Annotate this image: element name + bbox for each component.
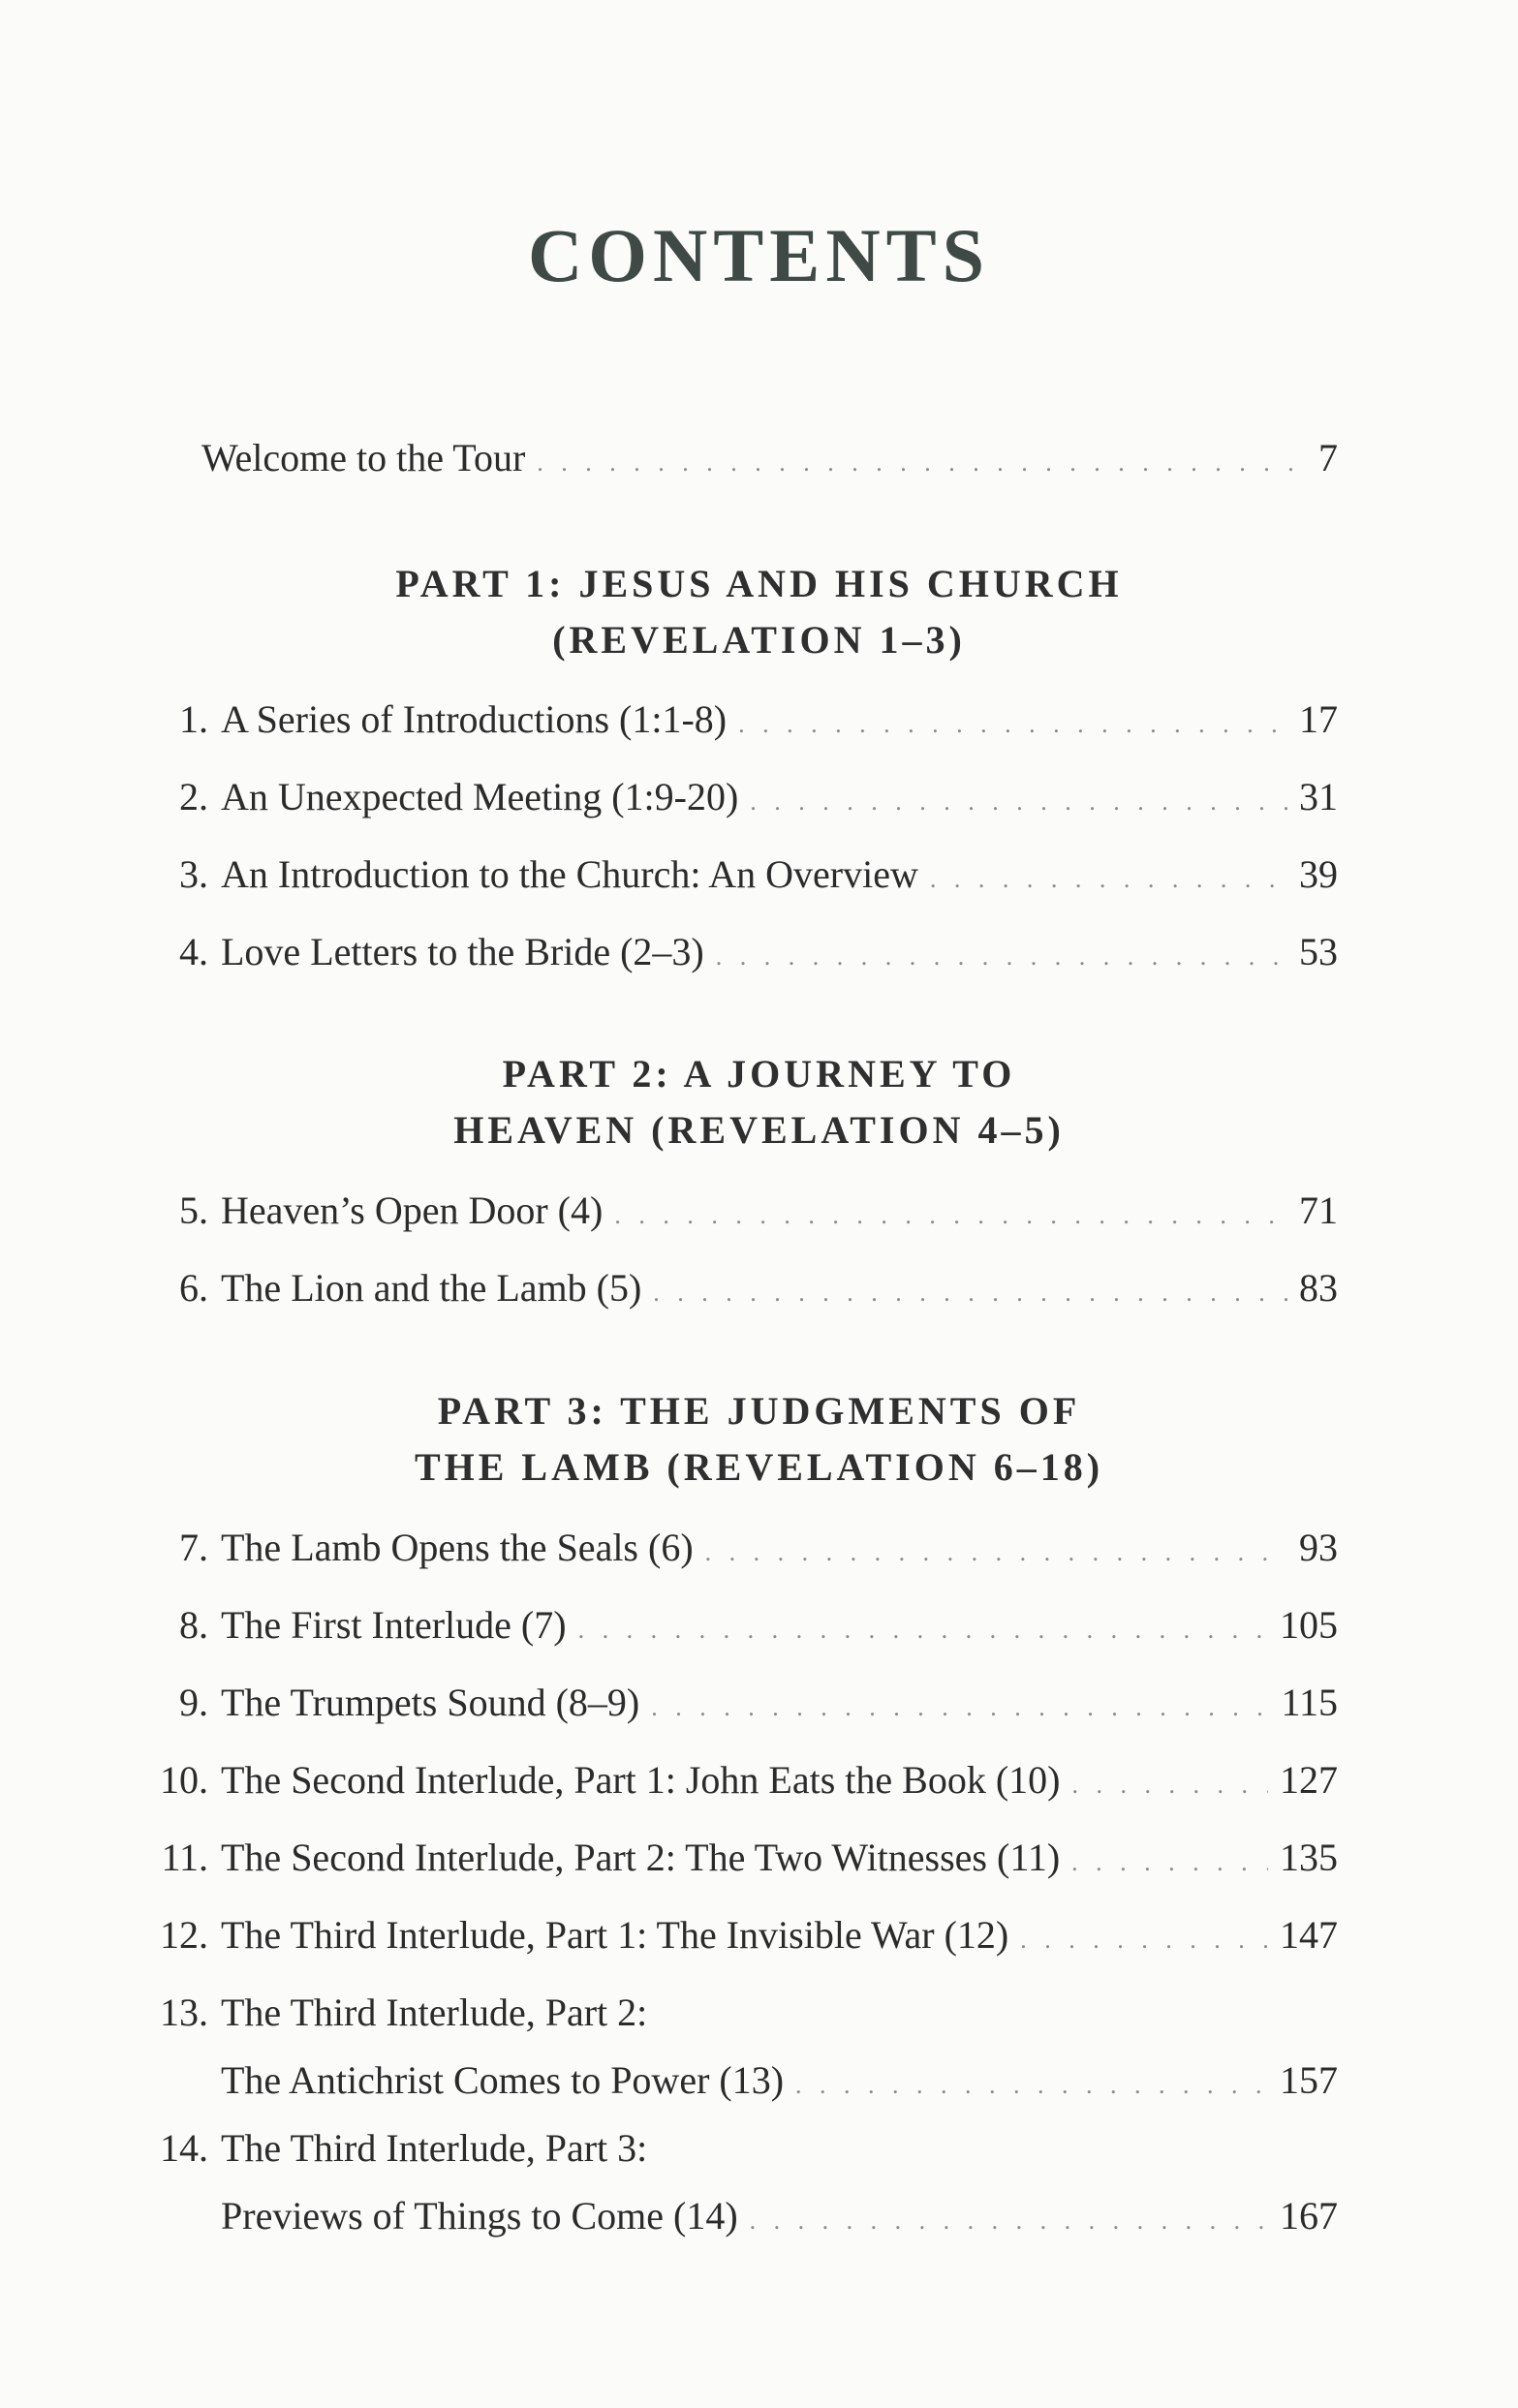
dot-leader bbox=[578, 1601, 1268, 1659]
chapter-number: 2. bbox=[179, 775, 208, 818]
toc-page-number: 39 bbox=[1299, 852, 1338, 896]
toc-page-number: 83 bbox=[1299, 1266, 1338, 1310]
toc-entry-title: A Series of Introductions (1:1-8) bbox=[221, 697, 728, 741]
toc-entry-title-continued: Previews of Things to Come (14) bbox=[221, 2194, 738, 2238]
toc-entry-title: Heaven’s Open Door (4) bbox=[221, 1189, 604, 1232]
chapter-number: 12. bbox=[160, 1913, 208, 1957]
toc-entry-chapter-11[interactable] bbox=[0, 1829, 1518, 1887]
toc-entry-row bbox=[221, 1674, 1338, 1732]
toc-page-number: 157 bbox=[1280, 2058, 1338, 2102]
toc-entry-title-continued: The Antichrist Comes to Power (13) bbox=[221, 2058, 785, 2102]
chapter-number: 4. bbox=[179, 930, 208, 973]
toc-entry-title: An Introduction to the Church: An Overview bbox=[221, 852, 918, 896]
toc-entry-title: The Third Interlude, Part 1: The Invisible War (12) bbox=[221, 1913, 1009, 1957]
toc-entry-row bbox=[221, 846, 1338, 904]
chapter-number: 5. bbox=[179, 1189, 208, 1232]
toc-entry-title: An Unexpected Meeting (1:9-20) bbox=[221, 775, 739, 818]
toc-page-number: 127 bbox=[1280, 1758, 1338, 1802]
toc-page-number: 17 bbox=[1299, 697, 1338, 741]
toc-entry-row bbox=[221, 2187, 1338, 2245]
part-heading-line: HEAVEN (REVELATION 4–5) bbox=[453, 1108, 1065, 1152]
toc-page-number: 167 bbox=[1280, 2194, 1338, 2238]
chapter-number: 1. bbox=[179, 697, 208, 741]
part-heading-line: (REVELATION 1–3) bbox=[552, 618, 966, 662]
toc-page-number: 147 bbox=[1280, 1913, 1338, 1957]
dot-leader bbox=[537, 434, 1307, 492]
dot-leader bbox=[750, 2192, 1268, 2250]
toc-page-number: 115 bbox=[1281, 1681, 1338, 1724]
toc-page-number: 105 bbox=[1280, 1603, 1338, 1647]
dot-leader bbox=[738, 695, 1287, 754]
dot-leader bbox=[614, 1187, 1287, 1245]
dot-leader bbox=[651, 1679, 1269, 1737]
toc-entry-row bbox=[221, 1519, 1338, 1577]
toc-entry-chapter-1[interactable] bbox=[0, 691, 1518, 749]
toc-page-number: 7 bbox=[1318, 436, 1338, 479]
toc-entry-title: Love Letters to the Bride (2–3) bbox=[221, 930, 704, 973]
toc-entry-row bbox=[221, 1906, 1338, 1964]
toc-entry-chapter-6[interactable] bbox=[0, 1259, 1518, 1317]
toc-entry-title: The Second Interlude, Part 2: The Two Witnesses (11) bbox=[221, 1836, 1061, 1879]
dot-leader bbox=[1020, 1911, 1268, 1969]
part-heading-3 bbox=[0, 1383, 1518, 1496]
toc-entry-title: The Third Interlude, Part 2: bbox=[221, 1991, 648, 2034]
toc-entry-chapter-12[interactable] bbox=[0, 1906, 1518, 1964]
part-heading-1 bbox=[0, 556, 1518, 668]
toc-entry-chapter-7[interactable] bbox=[0, 1519, 1518, 1577]
toc-entry-row bbox=[221, 1259, 1338, 1317]
toc-entry-row bbox=[201, 429, 1338, 487]
toc-entry-row bbox=[221, 768, 1338, 826]
dot-leader bbox=[653, 1264, 1287, 1322]
dot-leader bbox=[705, 1524, 1287, 1582]
toc-page-number: 93 bbox=[1299, 1526, 1338, 1569]
chapter-number: 8. bbox=[179, 1603, 208, 1647]
part-heading-line: THE LAMB (REVELATION 6–18) bbox=[414, 1445, 1104, 1489]
toc-entry-chapter-4[interactable] bbox=[0, 923, 1518, 981]
chapter-number: 9. bbox=[179, 1681, 208, 1724]
toc-entry-title: Welcome to the Tour bbox=[201, 436, 526, 479]
toc-entry-row bbox=[221, 2119, 1338, 2177]
part-heading-2 bbox=[0, 1046, 1518, 1158]
toc-entry-chapter-9[interactable] bbox=[0, 1674, 1518, 1732]
toc-entry-row bbox=[221, 2052, 1338, 2110]
dot-leader bbox=[1071, 1834, 1268, 1892]
chapter-number: 7. bbox=[179, 1526, 208, 1569]
toc-entry-title: The Lamb Opens the Seals (6) bbox=[221, 1526, 694, 1569]
toc-page-number: 31 bbox=[1299, 775, 1338, 818]
toc-entry-row bbox=[221, 1829, 1338, 1887]
toc-entry-chapter-14[interactable] bbox=[0, 2119, 1518, 2255]
toc-entry-row bbox=[221, 1182, 1338, 1240]
toc-entry-chapter-13[interactable] bbox=[0, 1984, 1518, 2119]
toc-entry-row bbox=[221, 1751, 1338, 1809]
toc-entry-chapter-10[interactable] bbox=[0, 1751, 1518, 1809]
toc-entry-chapter-2[interactable] bbox=[0, 768, 1518, 826]
toc-entry-chapter-3[interactable] bbox=[0, 846, 1518, 904]
toc-entry-row bbox=[221, 1596, 1338, 1654]
toc-page-number: 53 bbox=[1299, 930, 1338, 973]
chapter-number: 13. bbox=[160, 1991, 208, 2034]
chapter-number: 10. bbox=[160, 1758, 208, 1802]
dot-leader bbox=[1071, 1756, 1268, 1814]
toc-entry-title: The Third Interlude, Part 3: bbox=[221, 2126, 648, 2170]
toc-entry-intro[interactable] bbox=[0, 429, 1518, 487]
dot-leader bbox=[716, 928, 1287, 986]
chapter-number: 11. bbox=[161, 1836, 208, 1879]
toc-page-number: 71 bbox=[1299, 1189, 1338, 1232]
chapter-number: 3. bbox=[179, 852, 208, 896]
toc-entry-title: The Trumpets Sound (8–9) bbox=[221, 1681, 640, 1724]
toc-entry-row bbox=[221, 923, 1338, 981]
chapter-number: 14. bbox=[160, 2126, 208, 2170]
toc-entry-chapter-5[interactable] bbox=[0, 1182, 1518, 1240]
toc-entry-title: The Lion and the Lamb (5) bbox=[221, 1266, 642, 1310]
part-heading-line: PART 1: JESUS AND HIS CHURCH bbox=[395, 562, 1123, 605]
dot-leader bbox=[795, 2056, 1268, 2115]
toc-entry-chapter-8[interactable] bbox=[0, 1596, 1518, 1654]
dot-leader bbox=[930, 850, 1287, 909]
part-heading-line: PART 3: THE JUDGMENTS OF bbox=[437, 1389, 1081, 1433]
toc-page-number: 135 bbox=[1280, 1836, 1338, 1879]
chapter-number: 6. bbox=[179, 1266, 208, 1310]
dot-leader bbox=[750, 773, 1287, 831]
toc-entry-row bbox=[221, 691, 1338, 749]
page-title: CONTENTS bbox=[527, 213, 991, 297]
part-heading-line: PART 2: A JOURNEY TO bbox=[502, 1052, 1016, 1096]
toc-entry-row bbox=[221, 1984, 1338, 2042]
toc-entry-title: The Second Interlude, Part 1: John Eats the Book (10) bbox=[221, 1758, 1061, 1802]
toc-entry-title: The First Interlude (7) bbox=[221, 1603, 567, 1647]
